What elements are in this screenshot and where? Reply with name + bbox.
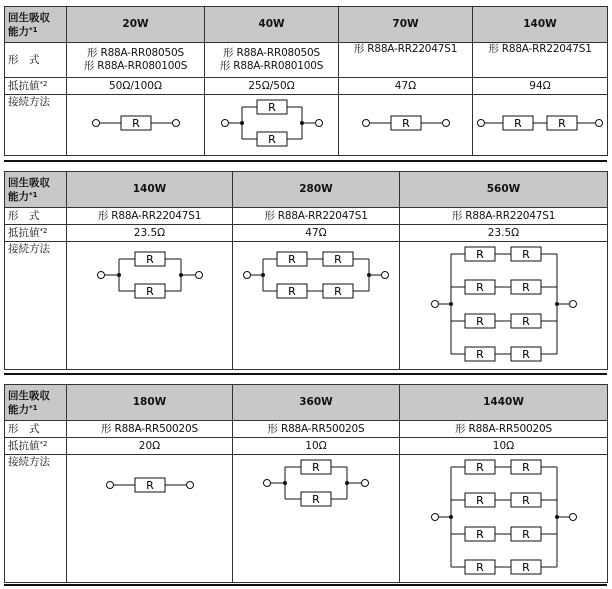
type-row: [5, 208, 608, 225]
connection-label: 接続方法: [5, 455, 67, 583]
svg-text:R: R: [145, 253, 154, 266]
model-cell: 形 R88A-RR50020S: [67, 421, 233, 438]
svg-text:R: R: [312, 493, 320, 506]
svg-text:R: R: [475, 280, 484, 294]
svg-text:R: R: [521, 560, 530, 574]
resistance-row: [5, 78, 608, 95]
svg-text:R: R: [288, 253, 296, 266]
svg-text:R: R: [131, 117, 140, 130]
model-cell: 形 R88A-RR22047S1: [67, 208, 233, 225]
connection-row: [5, 455, 608, 583]
parallel-2-diagram: [95, 247, 205, 307]
resistor-branch: [451, 493, 557, 507]
capacity-label: 回生吸収 能力$^{*1}$: [5, 7, 67, 43]
capacity-row: [5, 172, 608, 208]
model-cell: 形 R88A-RR08050S 形 R88A-RR080100S: [67, 43, 205, 78]
series-parallel-4x2-diagram: [429, 243, 579, 365]
svg-text:R: R: [558, 117, 566, 130]
connection-diagram: [205, 95, 339, 156]
svg-text:R: R: [521, 314, 530, 328]
resistance-cell: 23.5Ω: [67, 225, 233, 242]
resistance-row: [5, 438, 608, 455]
svg-text:R: R: [267, 101, 276, 114]
svg-text:R: R: [145, 479, 154, 492]
capacity-cell: 40W: [205, 7, 339, 43]
model-cell: 形 R88A-RR22047S1: [339, 43, 473, 78]
svg-text:R: R: [145, 285, 154, 298]
svg-text:R: R: [312, 461, 320, 474]
type-label: 形 式: [5, 421, 67, 438]
resistance-label: 抵抗値$^{*2}$: [5, 438, 67, 455]
single-resistor-diagram: [100, 473, 200, 497]
connection-diagram: [233, 242, 400, 370]
capacity-cell: 20W: [67, 7, 205, 43]
table-2: [4, 171, 608, 370]
resistance-cell: 94Ω: [473, 78, 608, 95]
capacity-cell: 560W: [400, 172, 608, 208]
resistor-branch: [451, 280, 557, 294]
type-row: [5, 421, 608, 438]
single-resistor-diagram: [356, 111, 456, 135]
connection-row: [5, 242, 608, 370]
capacity-cell: 140W: [67, 172, 233, 208]
connection-diagram: [400, 455, 608, 583]
svg-text:R: R: [521, 527, 530, 541]
connection-diagram: [67, 455, 233, 583]
svg-text:R: R: [475, 347, 484, 361]
capacity-label: 回生吸収 能力$^{*1}$: [5, 172, 67, 208]
parallel-2-diagram: [217, 95, 327, 151]
svg-text:R: R: [521, 460, 530, 474]
connection-diagram: [400, 242, 608, 370]
resistance-label: 抵抗値$^{*2}$: [5, 225, 67, 242]
svg-text:R: R: [401, 117, 410, 130]
parallel-2-diagram: [261, 455, 371, 515]
resistor-branch: [451, 527, 557, 541]
resistance-cell: 50Ω/100Ω: [67, 78, 205, 95]
connection-diagram: [473, 95, 608, 156]
connection-diagram: [67, 95, 205, 156]
svg-text:R: R: [475, 560, 484, 574]
svg-text:R: R: [288, 285, 296, 298]
svg-text:R: R: [334, 285, 342, 298]
svg-text:R: R: [521, 493, 530, 507]
model-cell: 形 R88A-RR50020S: [233, 421, 400, 438]
connection-label: 接続方法: [5, 242, 67, 370]
series-2-diagram: [475, 111, 605, 135]
svg-text:R: R: [267, 133, 276, 146]
model-cell: 形 R88A-RR22047S1: [233, 208, 400, 225]
svg-text:R: R: [334, 253, 342, 266]
capacity-cell: 1440W: [400, 385, 608, 421]
svg-text:R: R: [475, 493, 484, 507]
divider: [4, 373, 607, 375]
svg-text:R: R: [521, 347, 530, 361]
svg-text:R: R: [475, 527, 484, 541]
table-1: [4, 6, 608, 156]
series-parallel-4x2-diagram: [429, 456, 579, 578]
capacity-cell: 140W: [473, 7, 608, 43]
resistance-cell: 47Ω: [339, 78, 473, 95]
divider: [4, 160, 607, 162]
resistor-branch: [451, 460, 557, 474]
resistance-cell: 25Ω/50Ω: [205, 78, 339, 95]
model-cell: 形 R88A-RR22047S1: [473, 43, 608, 78]
connection-diagram: [233, 455, 400, 583]
resistance-row: [5, 225, 608, 242]
connection-label: 接続方法: [5, 95, 67, 156]
resistance-label: 抵抗値$^{*2}$: [5, 78, 67, 95]
capacity-cell: 280W: [233, 172, 400, 208]
svg-text:R: R: [521, 247, 530, 261]
divider: [4, 584, 607, 586]
resistor-branch: [451, 247, 557, 261]
svg-text:R: R: [475, 247, 484, 261]
svg-text:R: R: [475, 460, 484, 474]
connection-diagram: [67, 242, 233, 370]
table-3: [4, 384, 608, 583]
capacity-cell: 360W: [233, 385, 400, 421]
capacity-cell: 180W: [67, 385, 233, 421]
svg-text:R: R: [514, 117, 522, 130]
connection-diagram: [339, 95, 473, 156]
model-cell: 形 R88A-RR50020S: [400, 421, 608, 438]
capacity-label: 回生吸収 能力$^{*1}$: [5, 385, 67, 421]
connection-row: [5, 95, 608, 156]
model-cell: 形 R88A-RR08050S 形 R88A-RR080100S: [205, 43, 339, 78]
model-cell: 形 R88A-RR22047S1: [400, 208, 608, 225]
resistance-cell: 20Ω: [67, 438, 233, 455]
resistance-cell: 47Ω: [233, 225, 400, 242]
type-label: 形 式: [5, 43, 67, 78]
resistor-branch: [451, 314, 557, 328]
resistor-branch: [451, 560, 557, 574]
resistance-cell: 23.5Ω: [400, 225, 608, 242]
series-parallel-2x2-diagram: [241, 247, 391, 307]
resistance-cell: 10Ω: [233, 438, 400, 455]
capacity-row: [5, 385, 608, 421]
type-row: [5, 43, 608, 78]
type-label: 形 式: [5, 208, 67, 225]
single-resistor-diagram: [86, 111, 186, 135]
svg-text:R: R: [475, 314, 484, 328]
resistor-branch: [451, 347, 557, 361]
capacity-cell: 70W: [339, 7, 473, 43]
capacity-row: [5, 7, 608, 43]
resistance-cell: 10Ω: [400, 438, 608, 455]
svg-text:R: R: [521, 280, 530, 294]
